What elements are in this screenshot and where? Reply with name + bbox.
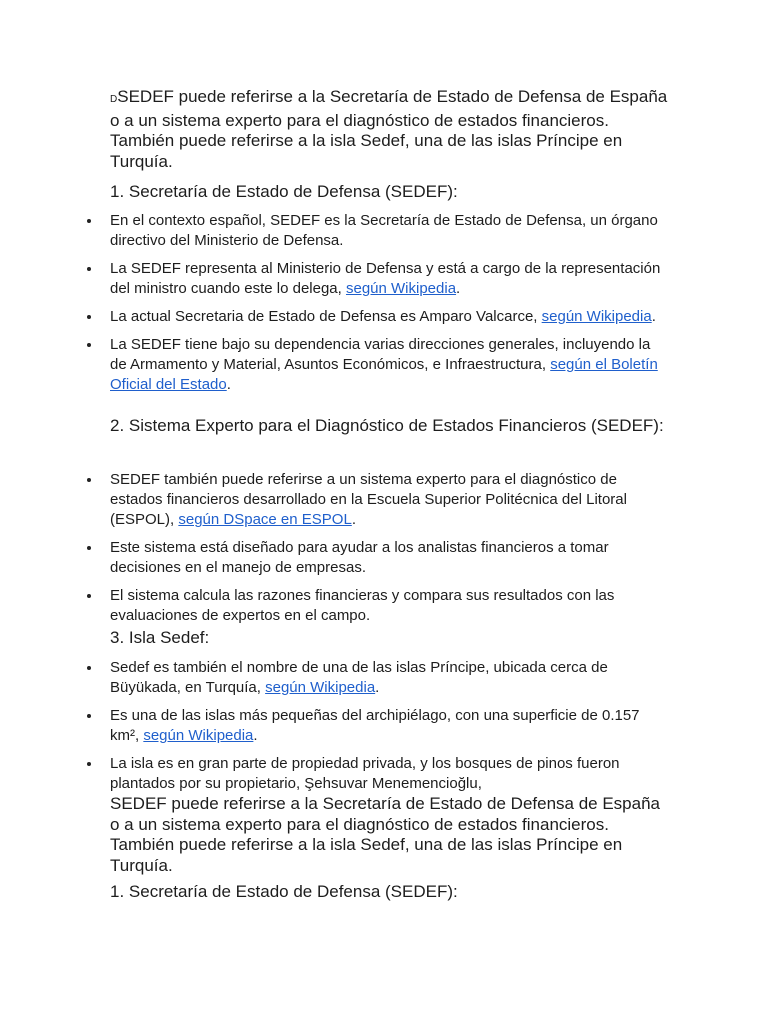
list-item: SEDEF también puede referirse a un sistema experto para el diagnóstico de estados financieros desarrollado en la Escuela Superior Politécnica del Litoral (ESPOL), según DSpace en ESPOL. [0,470,670,530]
section-1-heading: 1. Secretaría de Estado de Defensa (SEDEF): [110,182,458,201]
list-item: Es una de las islas más pequeñas del archipiélago, con una superficie de 0.157 km², según Wikipedia. [0,706,670,746]
repeat-section-1-heading: 1. Secretaría de Estado de Defensa (SEDEF): [110,882,458,901]
list-item: En el contexto español, SEDEF es la Secretaría de Estado de Defensa, un órgano directivo del Ministerio de Defensa. [0,211,670,251]
section-1-list [0,211,670,403]
section-2-heading: 2. Sistema Experto para el Diagnóstico de Estados Financieros (SEDEF): [110,416,664,435]
intro-paragraph [110,87,670,172]
wikipedia-link[interactable]: según Wikipedia [265,679,376,696]
list-item: Este sistema está diseñado para ayudar a los analistas financieros a tomar decisiones en el manejo de empresas. [0,538,670,578]
list-item: Sedef es también el nombre de una de las islas Príncipe, ubicada cerca de Büyükada, en Turquía, según Wikipedia. [0,658,670,698]
repeat-intro-paragraph: SEDEF puede referirse a la Secretaría de Estado de Defensa de España o a un sistema experto para el diagnóstico de estados financieros. También puede referirse a la isla Sedef, una de las islas Príncipe en Turquía. [110,794,660,875]
section-2-list [0,470,670,634]
list-item: La actual Secretaria de Estado de Defensa es Amparo Valcarce, según Wikipedia. [0,307,670,327]
wikipedia-link[interactable]: según Wikipedia [541,308,652,325]
section-3-list [0,658,670,802]
boe-link[interactable]: según el Boletín Oficial del Estado [110,356,658,393]
intro-text: SEDEF puede referirse a la Secretaría de Estado de Defensa de España o a un sistema experto para el diagnóstico de estados financieros. También puede referirse a la isla Sedef, una de las islas Príncipe en Turquía. [110,87,668,171]
list-item: El sistema calcula las razones financieras y compara sus resultados con las evaluaciones de expertos en el campo. [0,586,670,626]
list-item: La SEDEF tiene bajo su dependencia varias direcciones generales, incluyendo la de Armamento y Material, Asuntos Económicos, e Infraestructura, según el Boletín Oficial del Estado. [0,335,670,395]
wikipedia-link[interactable]: según Wikipedia [345,280,457,297]
list-item: La isla es en gran parte de propiedad privada, y los bosques de pinos fueron plantados por su propietario, Şehsuvar Menemencioğlu, [0,754,670,794]
wikipedia-link[interactable]: según Wikipedia [143,727,254,744]
section-3-heading: 3. Isla Sedef: [110,628,210,647]
intro-prefix: D [110,94,118,105]
list-item: La SEDEF representa al Ministerio de Defensa y está a cargo de la representación del ministro cuando este lo delega, según Wikipedia. [0,259,670,299]
dspace-link[interactable]: según DSpace en ESPOL [178,511,352,528]
